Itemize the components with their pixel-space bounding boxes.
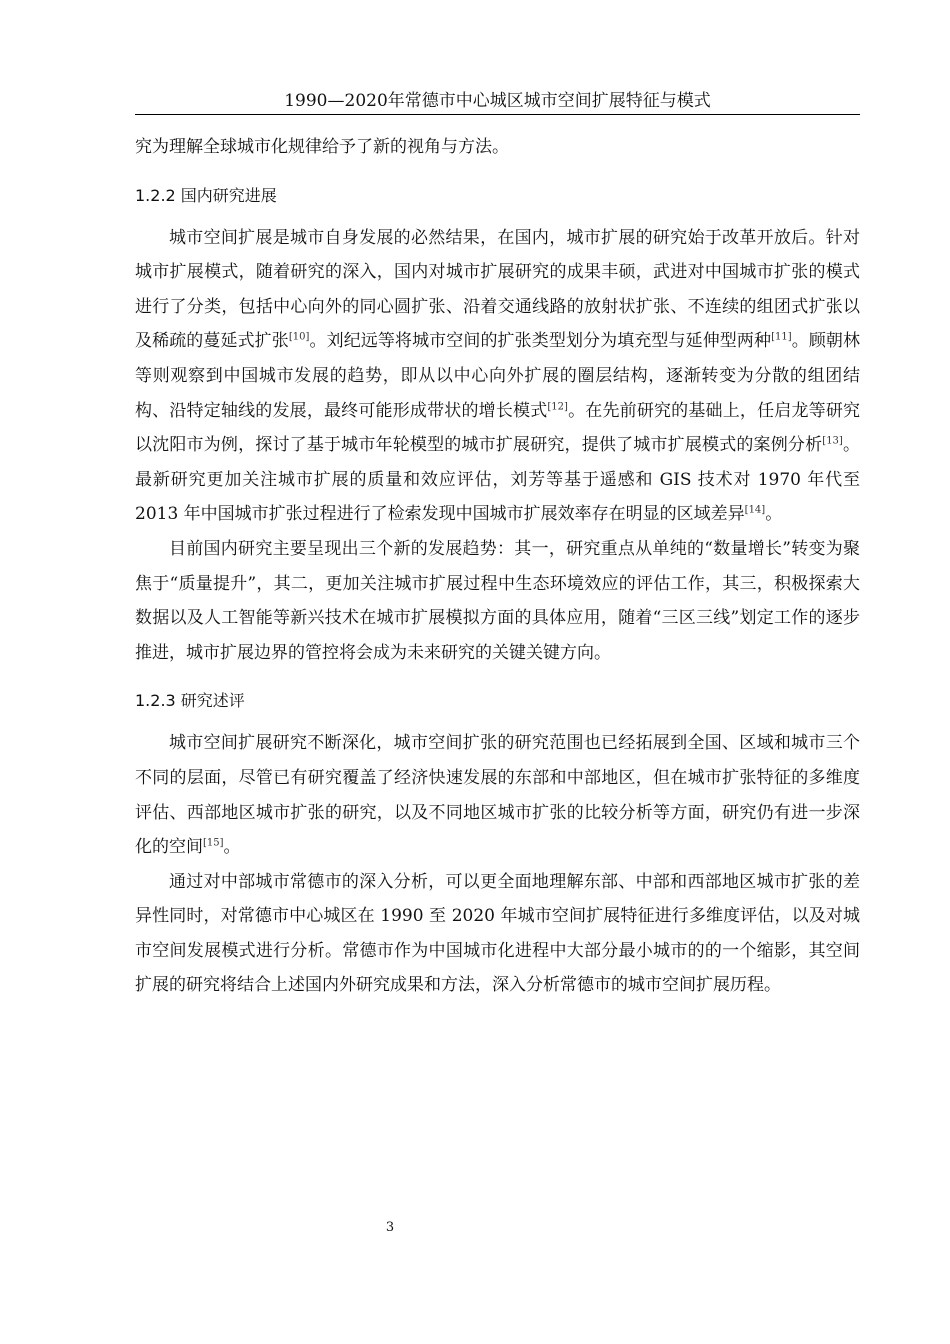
page-number: 3 — [385, 1220, 395, 1235]
running-header: 1990—2020年常德市中心城区城市空间扩展特征与模式 — [284, 91, 711, 111]
text-segment: 城市空间扩展是城市自身发展的必然结果，在国内，城市扩展的研究始于改革开放后。针对城市扩展模式，随着研究的深入，国内对城市扩展研究的成果丰硕，武进对中国城市扩张的模式进行了分类，包括中心向外的同心圆扩张、沿着交通线路的放射状扩张、不连续的组团式扩张以及稀疏的蔓延式扩张 — [135, 227, 860, 352]
text-segment: 。 — [223, 837, 241, 858]
paragraph-review — [135, 726, 860, 864]
text-segment: 。在先前研究的基础上，任启龙等研究以沈阳市为例，探讨了基于城市年轮模型的城市扩展研究，提供了城市扩展模式的案例分析 — [135, 400, 861, 456]
text-segment: 。 — [765, 504, 783, 525]
text-segment: 城市空间扩展研究不断深化，城市空间扩张的研究范围也已经拓展到全国、区域和城市三个不同的层面，尽管已有研究覆盖了经济快速发展的东部和中部地区，但在城市扩张特征的多维度评估、西部地区城市扩张的研究，以及不同地区城市扩张的比较分析等方面，研究仍有进一步深化的空间 — [135, 733, 860, 858]
citation-13: [13] — [822, 435, 843, 447]
section-heading-1-2-3: 1.2.3 研究述评 — [135, 691, 245, 711]
citation-15: [15] — [203, 837, 224, 849]
citation-12: [12] — [547, 400, 568, 412]
text-segment: 。最新研究更加关注城市扩展的质量和效应评估，刘芳等基于遥感和 GIS 技术对 1970 年代至 2013 年中国城市扩张过程进行了检索发现中国城市扩展效率存在明显的区域差异 — [135, 435, 861, 525]
section-heading-1-2-2: 1.2.2 国内研究进展 — [135, 185, 277, 205]
citation-11: [11] — [771, 331, 792, 343]
header-rule — [135, 114, 860, 115]
paragraph-trends: 目前国内研究主要呈现出三个新的发展趋势：其一，研究重点从单纯的“数量增长”转变为聚焦于“质量提升”，其二，更加关注城市扩展过程中生态环境效应的评估工作，其三，积极探索大数据以及人工智能等新兴技术在城市扩展模拟方面的具体应用，随着“三区三线”划定工作的逐步推进，城市扩展边界的管控将会成为未来研究的关键关键方向。 — [135, 538, 860, 663]
paragraph-changde-analysis: 通过对中部城市常德市的深入分析，可以更全面地理解东部、中部和西部地区城市扩张的差异性同时，对常德市中心城区在 1990 至 2020 年城市空间扩展特征进行多维度评估，以及对城市空间发展模式进行分析。常德市作为中国城市化进程中大部分最小城市的的一个缩影，其空间扩展的研究将结合上述国内外研究成果和方法，深入分析常德市的城市空间扩展历程。 — [135, 871, 860, 996]
citation-10: [10] — [288, 331, 310, 343]
paragraph-continuation: 究为理解全球城市化规律给予了新的视角与方法。 — [135, 137, 509, 157]
paragraph-domestic-research — [135, 221, 860, 532]
text-segment: 。刘纪远等将城市空间的扩张类型划分为填充型与延伸型两种 — [309, 331, 772, 352]
page-body — [135, 130, 860, 1003]
text-segment: 。顾朝林等则观察到中国城市发展的趋势，即从以中心向外扩展的圈层结构，逐渐转变为分散的组团结构、沿特定轴线的发展，最终可能形成带状的增长模式 — [135, 331, 861, 421]
citation-14: [14] — [744, 504, 766, 516]
